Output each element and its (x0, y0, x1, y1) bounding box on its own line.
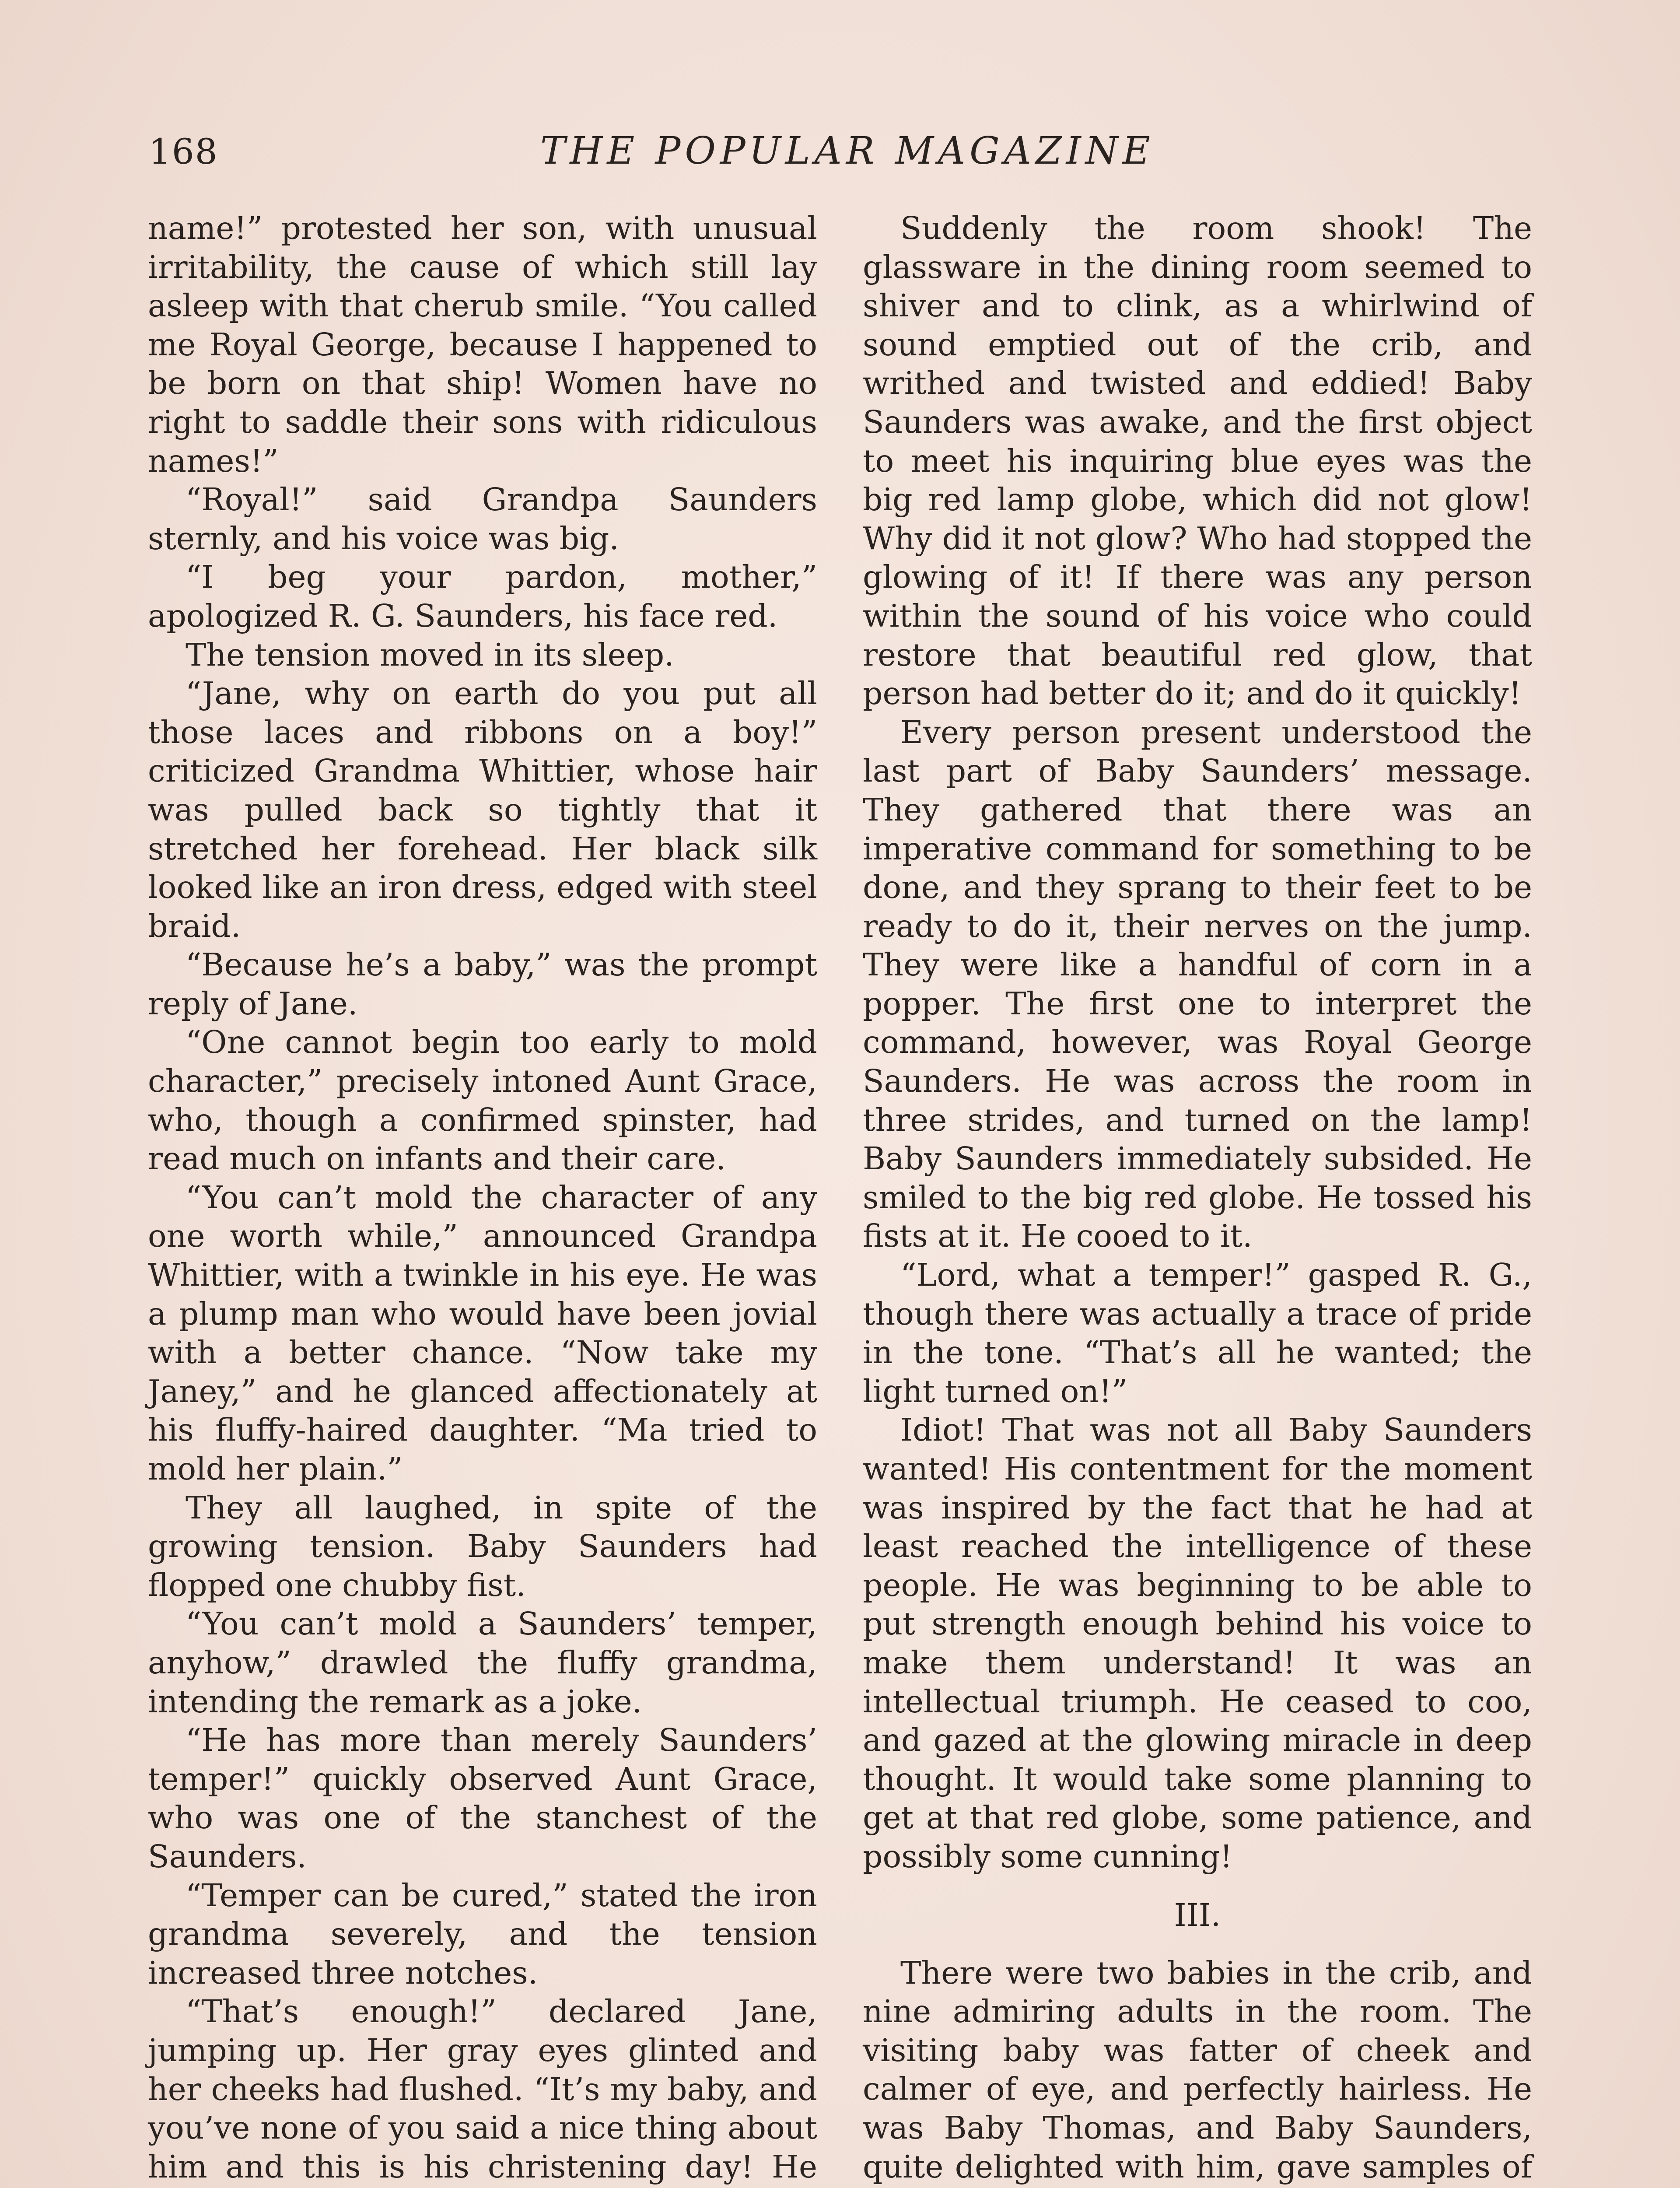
paragraph: “One cannot begin too early to mold character,” precisely intoned Aunt Grace, who, though a confirmed spinster, had read much on infants and their care. (148, 1024, 817, 1177)
running-head: THE POPULAR MAGAZINE (540, 129, 1155, 173)
paragraph: Every person present understood the last part of Baby Saunders’ message. They gathered that there was an imperative command for something to be done, and they sprang to their feet to be ready to do it, their nerves on the jump. They were like a handful of corn in a popper. The first one to interpret the command, however, was Royal George Saunders. He was across the room in three strides, and turned on the lamp! Baby Saunders immediately subsided. He smiled to the big red globe. He tossed his fists at it. He cooed to it. (863, 714, 1532, 1255)
paragraph: “He has more than merely Saunders’ temper!” quickly observed Aunt Grace, who was one of the stanchest of the Saunders. (148, 1722, 817, 1875)
paragraph: “Because he’s a baby,” was the prompt reply of Jane. (148, 947, 817, 1022)
paragraph: name!” protested her son, with unusual irritability, the cause of which still lay asleep with that cherub smile. “You called me Royal George, because I happened to be born on that ship! Women have no right to saddle their sons with ridiculous names!” (148, 210, 817, 479)
section-heading: III. (1174, 1897, 1221, 1933)
paragraph: “Royal!” said Grandpa Saunders sternly, and his voice was big. (148, 481, 817, 557)
paragraph: “Lord, what a temper!” gasped R. G., though there was actually a trace of pride in the tone. “That’s all he wanted; the light turned on!” (863, 1257, 1532, 1410)
paragraph: “Jane, why on earth do you put all those laces and ribbons on a boy!” criticized Grandma Whittier, whose hair was pulled back so tightly that it stretched her forehead. Her black silk looked like an iron dress, edged with steel braid. (148, 675, 817, 944)
paragraph: The tension moved in its sleep. (186, 636, 674, 673)
paragraph: They all laughed, in spite of the growing tension. Baby Saunders had flopped one chubby fist. (148, 1489, 817, 1603)
paragraph: Idiot! That was not all Baby Saunders wanted! His contentment for the moment was inspired by the fact that he had at least reached the intelligence of these people. He was beginning to be able to put strength enough behind his voice to make them understand! It was an intellectual triumph. He ceased to coo, and gazed at the glowing miracle in deep thought. It would take some planning to get at that red globe, some patience, and possibly some cunning! (863, 1412, 1532, 1875)
paragraph: “Temper can be cured,” stated the iron grandma severely, and the tension increased three notches. (148, 1877, 817, 1991)
paragraph: “You can’t mold a Saunders’ temper, anyhow,” drawled the fluffy grandma, intending the remark as a joke. (148, 1606, 817, 1720)
right-column (863, 209, 1532, 2188)
paragraph: There were two babies in the crib, and nine admiring adults in the room. The visiting baby was fatter of cheek and calmer of eye, and perfectly hairless. He was Baby Thomas, and Baby Saunders, quite delighted with him, gave samples of (863, 1954, 1532, 2185)
left-column (148, 209, 817, 2188)
page-number: 168 (149, 131, 218, 172)
paragraph: Suddenly the room shook! The glassware in the dining room seemed to shiver and to clink, as a whirlwind of sound emptied out of the crib, and writhed and twisted and eddied! Baby Saunders was awake, and the first object to meet his inquiring blue eyes was the big red lamp globe, which did not glow! Why did it not glow? Who had stopped the glowing of it! If there was any person within the sound of his voice who could restore that beautiful red glow, that person had better do it; and do it quickly! (863, 210, 1532, 712)
paragraph: “You can’t mold the character of any one worth while,” announced Grandpa Whittier, with a twinkle in his eye. He was a plump man who would have been jovial with a better chance. “Now take my Janey,” and he glanced affectionately at his fluffy-haired daughter. “Ma tried to mold her plain.” (148, 1179, 817, 1487)
paragraph: “I beg your pardon, mother,” apologized R. G. Saunders, his face red. (148, 559, 817, 634)
paragraph: “That’s enough!” declared Jane, jumping up. Her gray eyes glinted and her cheeks had flushed. “It’s my baby, and you’ve none of you said a nice thing about him and this is his christening day! He (148, 1993, 817, 2185)
